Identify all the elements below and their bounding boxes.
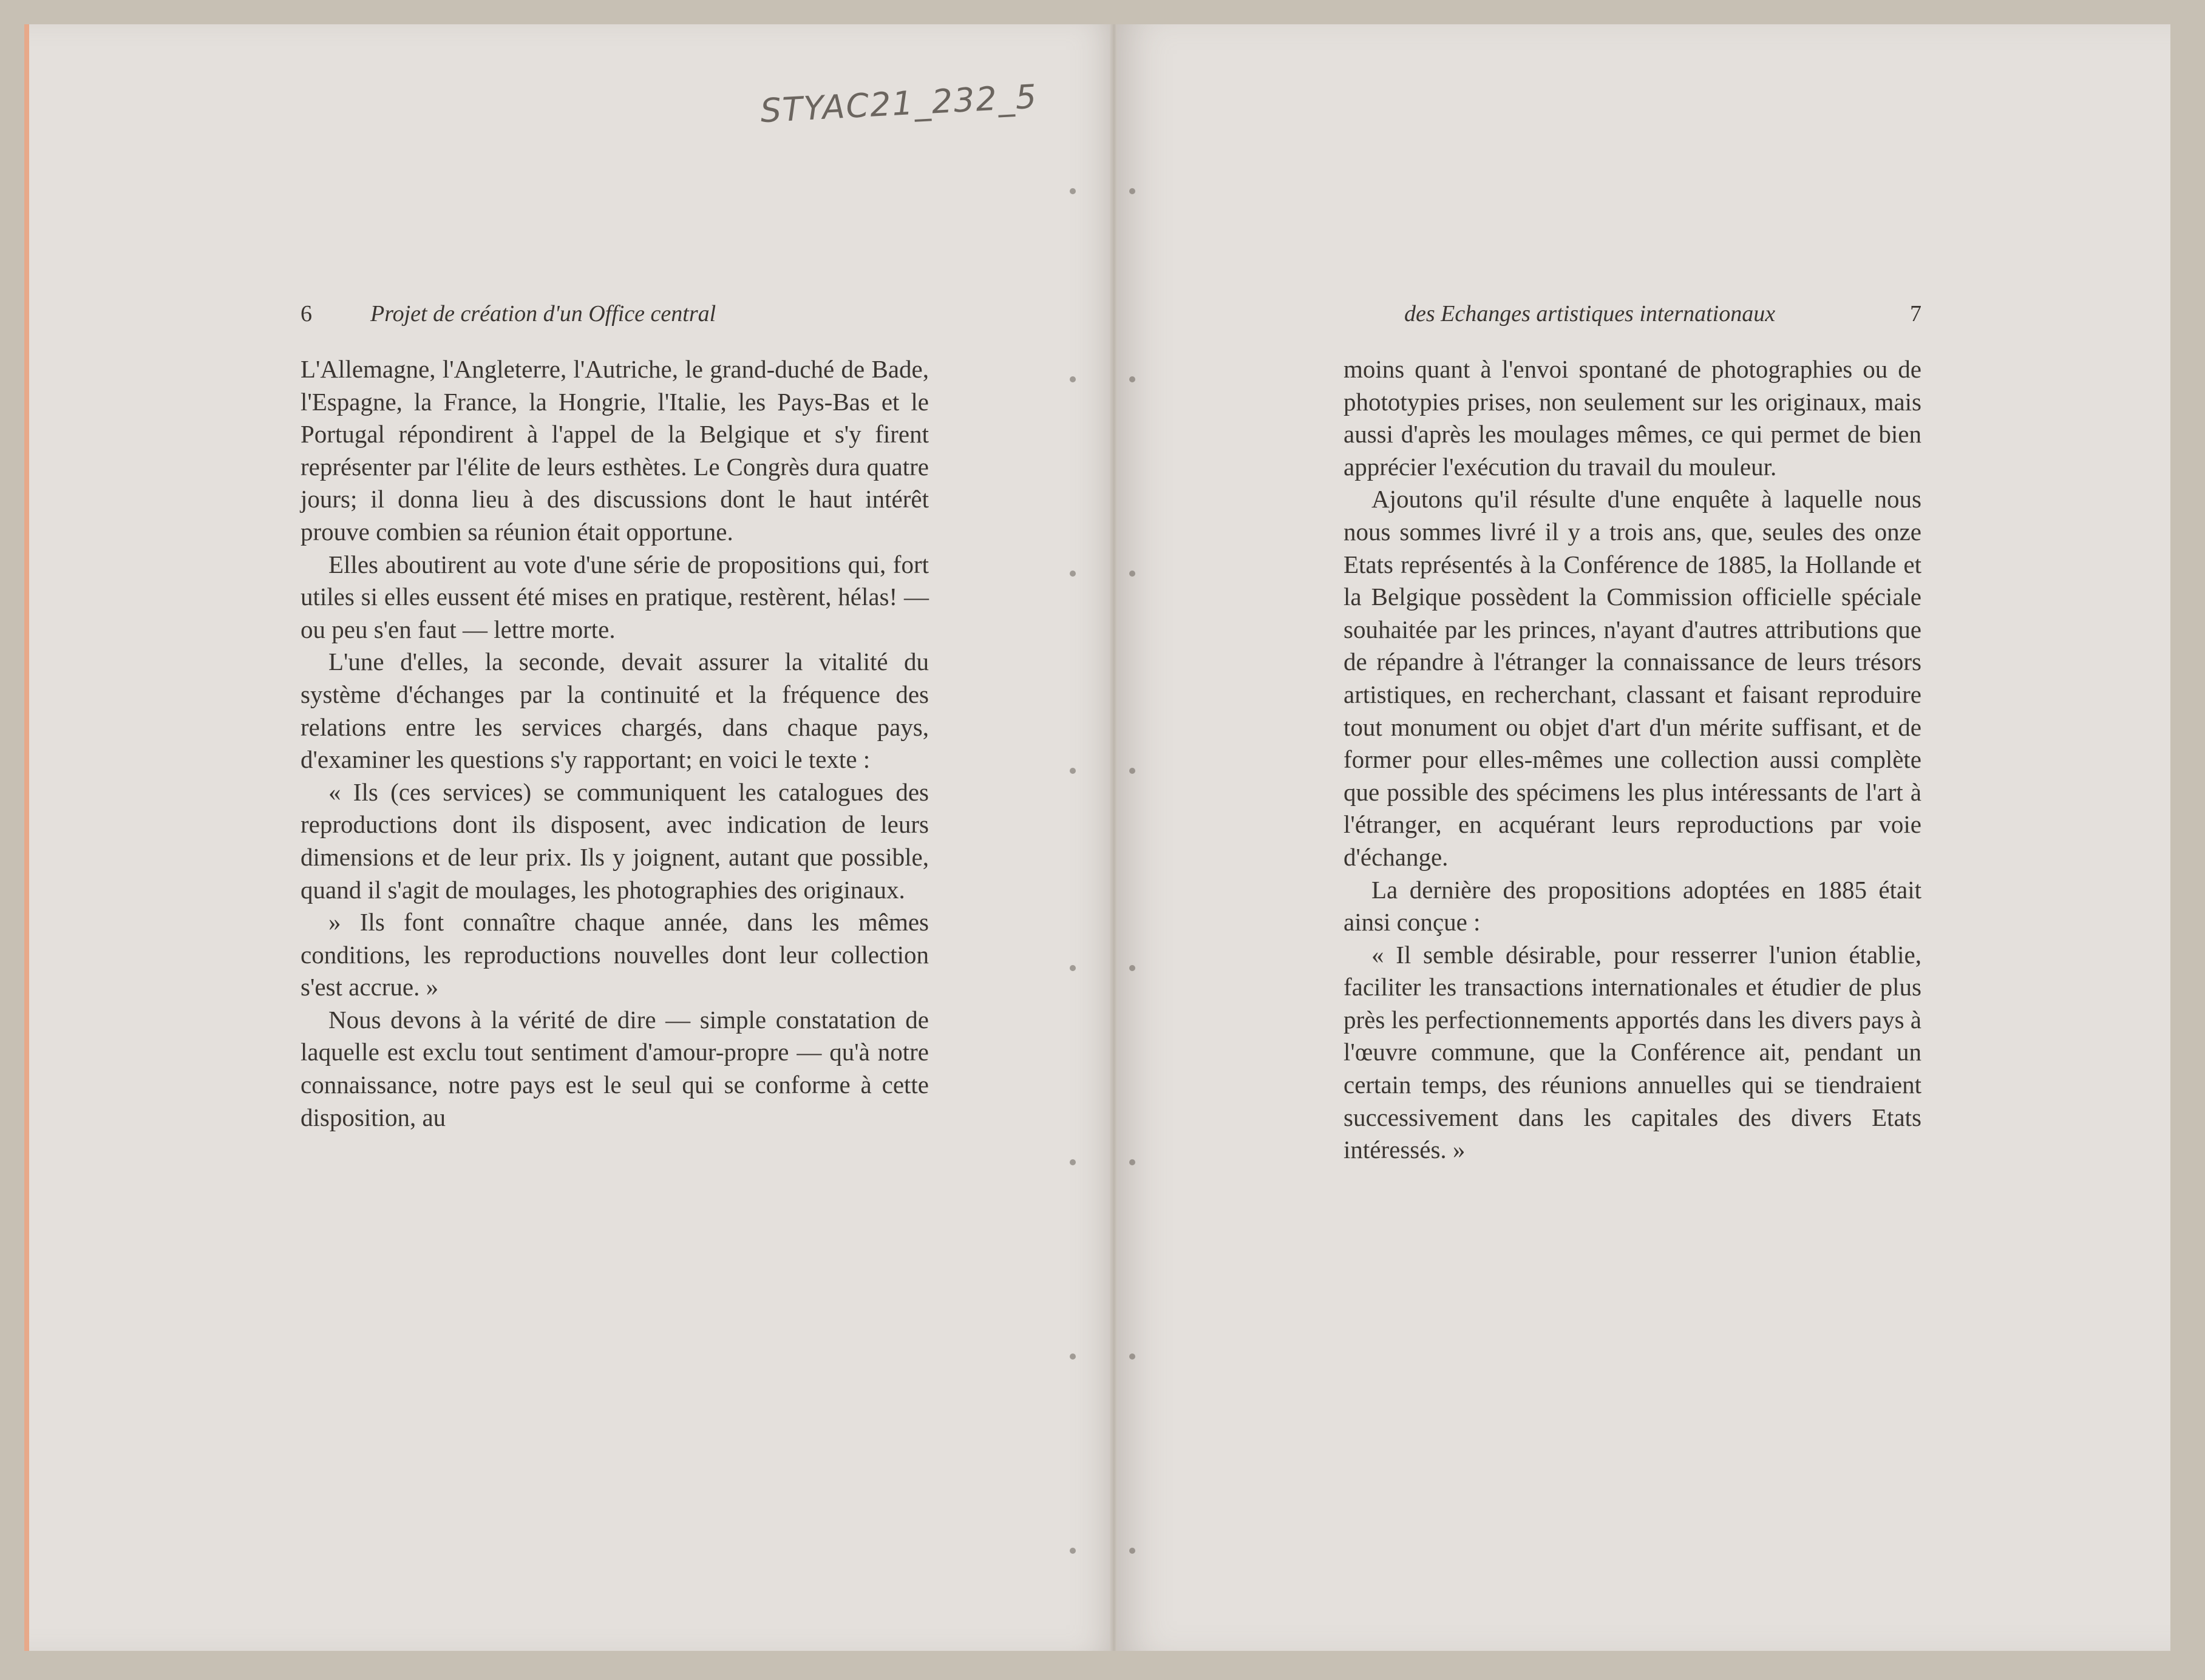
paragraph: L'une d'elles, la seconde, devait assurer la vitalité du système d'échanges par la continuité et la fréquence des relations entre les services chargés, dans chaque pays, d'examiner les questions s'y rapportant; en voici le texte : — [301, 648, 929, 774]
stitch-hole — [1070, 376, 1076, 382]
running-title-left: Projet de création d'un Office central — [370, 301, 716, 327]
stitch-hole — [1129, 376, 1135, 382]
book-spread — [24, 24, 2170, 1651]
left-text-block — [301, 353, 929, 1134]
paragraph: La dernière des propositions adoptées en 1885 était ainsi conçue : — [1344, 875, 1921, 937]
paragraph: Elles aboutirent au vote d'une série de propositions qui, fort utiles si elles eussent été mises en pratique, restèrent, hélas! — ou peu s'en faut — lettre morte. — [301, 550, 929, 643]
left-page — [24, 24, 1116, 1651]
page-number-left: 6 — [301, 301, 312, 327]
stitch-hole — [1070, 965, 1076, 971]
stitch-hole — [1129, 571, 1135, 577]
paragraph: moins quant à l'envoi spontané de photographies ou de phototypies prises, non seulement sur les originaux, mais aussi d'après les moulages mêmes, ce qui permet de bien apprécier l'exécution du travail du mouleur. — [1344, 355, 1921, 481]
left-running-head — [301, 300, 929, 337]
right-page — [1117, 24, 2170, 1651]
stitch-hole — [1129, 1548, 1135, 1554]
stitch-hole — [1129, 188, 1135, 194]
stitch-hole — [1070, 1159, 1076, 1165]
paragraph: L'Allemagne, l'Angleterre, l'Autriche, le grand-duché de Bade, l'Espagne, la France, la Hongrie, l'Italie, les Pays-Bas et le Portugal répondirent à l'appel de la Belgique et s'y firent représenter par l'élite de leurs esthètes. Le Congrès dura quatre jours; il donna lieu à des discussions dont le haut intérêt prouve combien sa réunion était opportune. — [301, 355, 929, 546]
stitch-hole — [1070, 188, 1076, 194]
stitch-hole — [1070, 768, 1076, 774]
stitch-hole — [1129, 1159, 1135, 1165]
stitch-hole — [1070, 571, 1076, 577]
handwritten-shelfmark: STYAC21_232_5 — [759, 77, 1039, 130]
paragraph: Nous devons à la vérité de dire — simple constatation de laquelle est exclu tout sentiment d'amour-propre — qu'à notre connaissance, notre pays est le seul qui se conforme à cette disposition, au — [301, 1005, 929, 1131]
running-title-right: des Echanges artistiques internationaux — [1404, 301, 1776, 327]
page-number-right: 7 — [1910, 301, 1921, 327]
paragraph: « Il semble désirable, pour resserrer l'union établie, faciliter les transactions internationales et étudier de plus près les perfectionnements apportés dans les divers pays à l'œuvre commune, que la Conférence ait, pendant un certain temps, des réunions annuelles qui se tiendraient successivement dans les capitales des divers Etats intéressés. » — [1344, 940, 1921, 1164]
right-running-head — [1404, 300, 1921, 337]
stitch-hole — [1129, 965, 1135, 971]
stitch-hole — [1070, 1353, 1076, 1360]
stitch-hole — [1129, 1353, 1135, 1360]
paragraph: » Ils font connaître chaque année, dans les mêmes conditions, les reproductions nouvelles dont leur collection s'est accrue. » — [301, 908, 929, 1001]
paragraph: Ajoutons qu'il résulte d'une enquête à laquelle nous nous sommes livré il y a trois ans, que, seules des onze Etats représentés à la Conférence de 1885, la Hollande et la Belgique possèdent la Commission officielle spéciale souhaitée par les princes, n'ayant d'autres attributions que de répandre à l'étranger la connaissance de leurs trésors artistiques, en recherchant, classant et faisant reproduire tout monument ou objet d'art d'un mérite suffisant, et de former pour elles-mêmes une collection aussi complète que possible des spécimens les plus intéressants de l'art à l'étranger, en acquérant leurs reproductions par voie d'échange. — [1344, 485, 1921, 871]
stitch-hole — [1129, 768, 1135, 774]
stitch-hole — [1070, 1548, 1076, 1554]
right-text-block — [1344, 353, 1921, 1167]
paragraph: « Ils (ces services) se communiquent les catalogues des reproductions dont ils disposent, avec indication de leurs dimensions et de leur prix. Ils y joignent, autant que possible, quand il s'agit de moulages, les photographies des originaux. — [301, 777, 929, 904]
